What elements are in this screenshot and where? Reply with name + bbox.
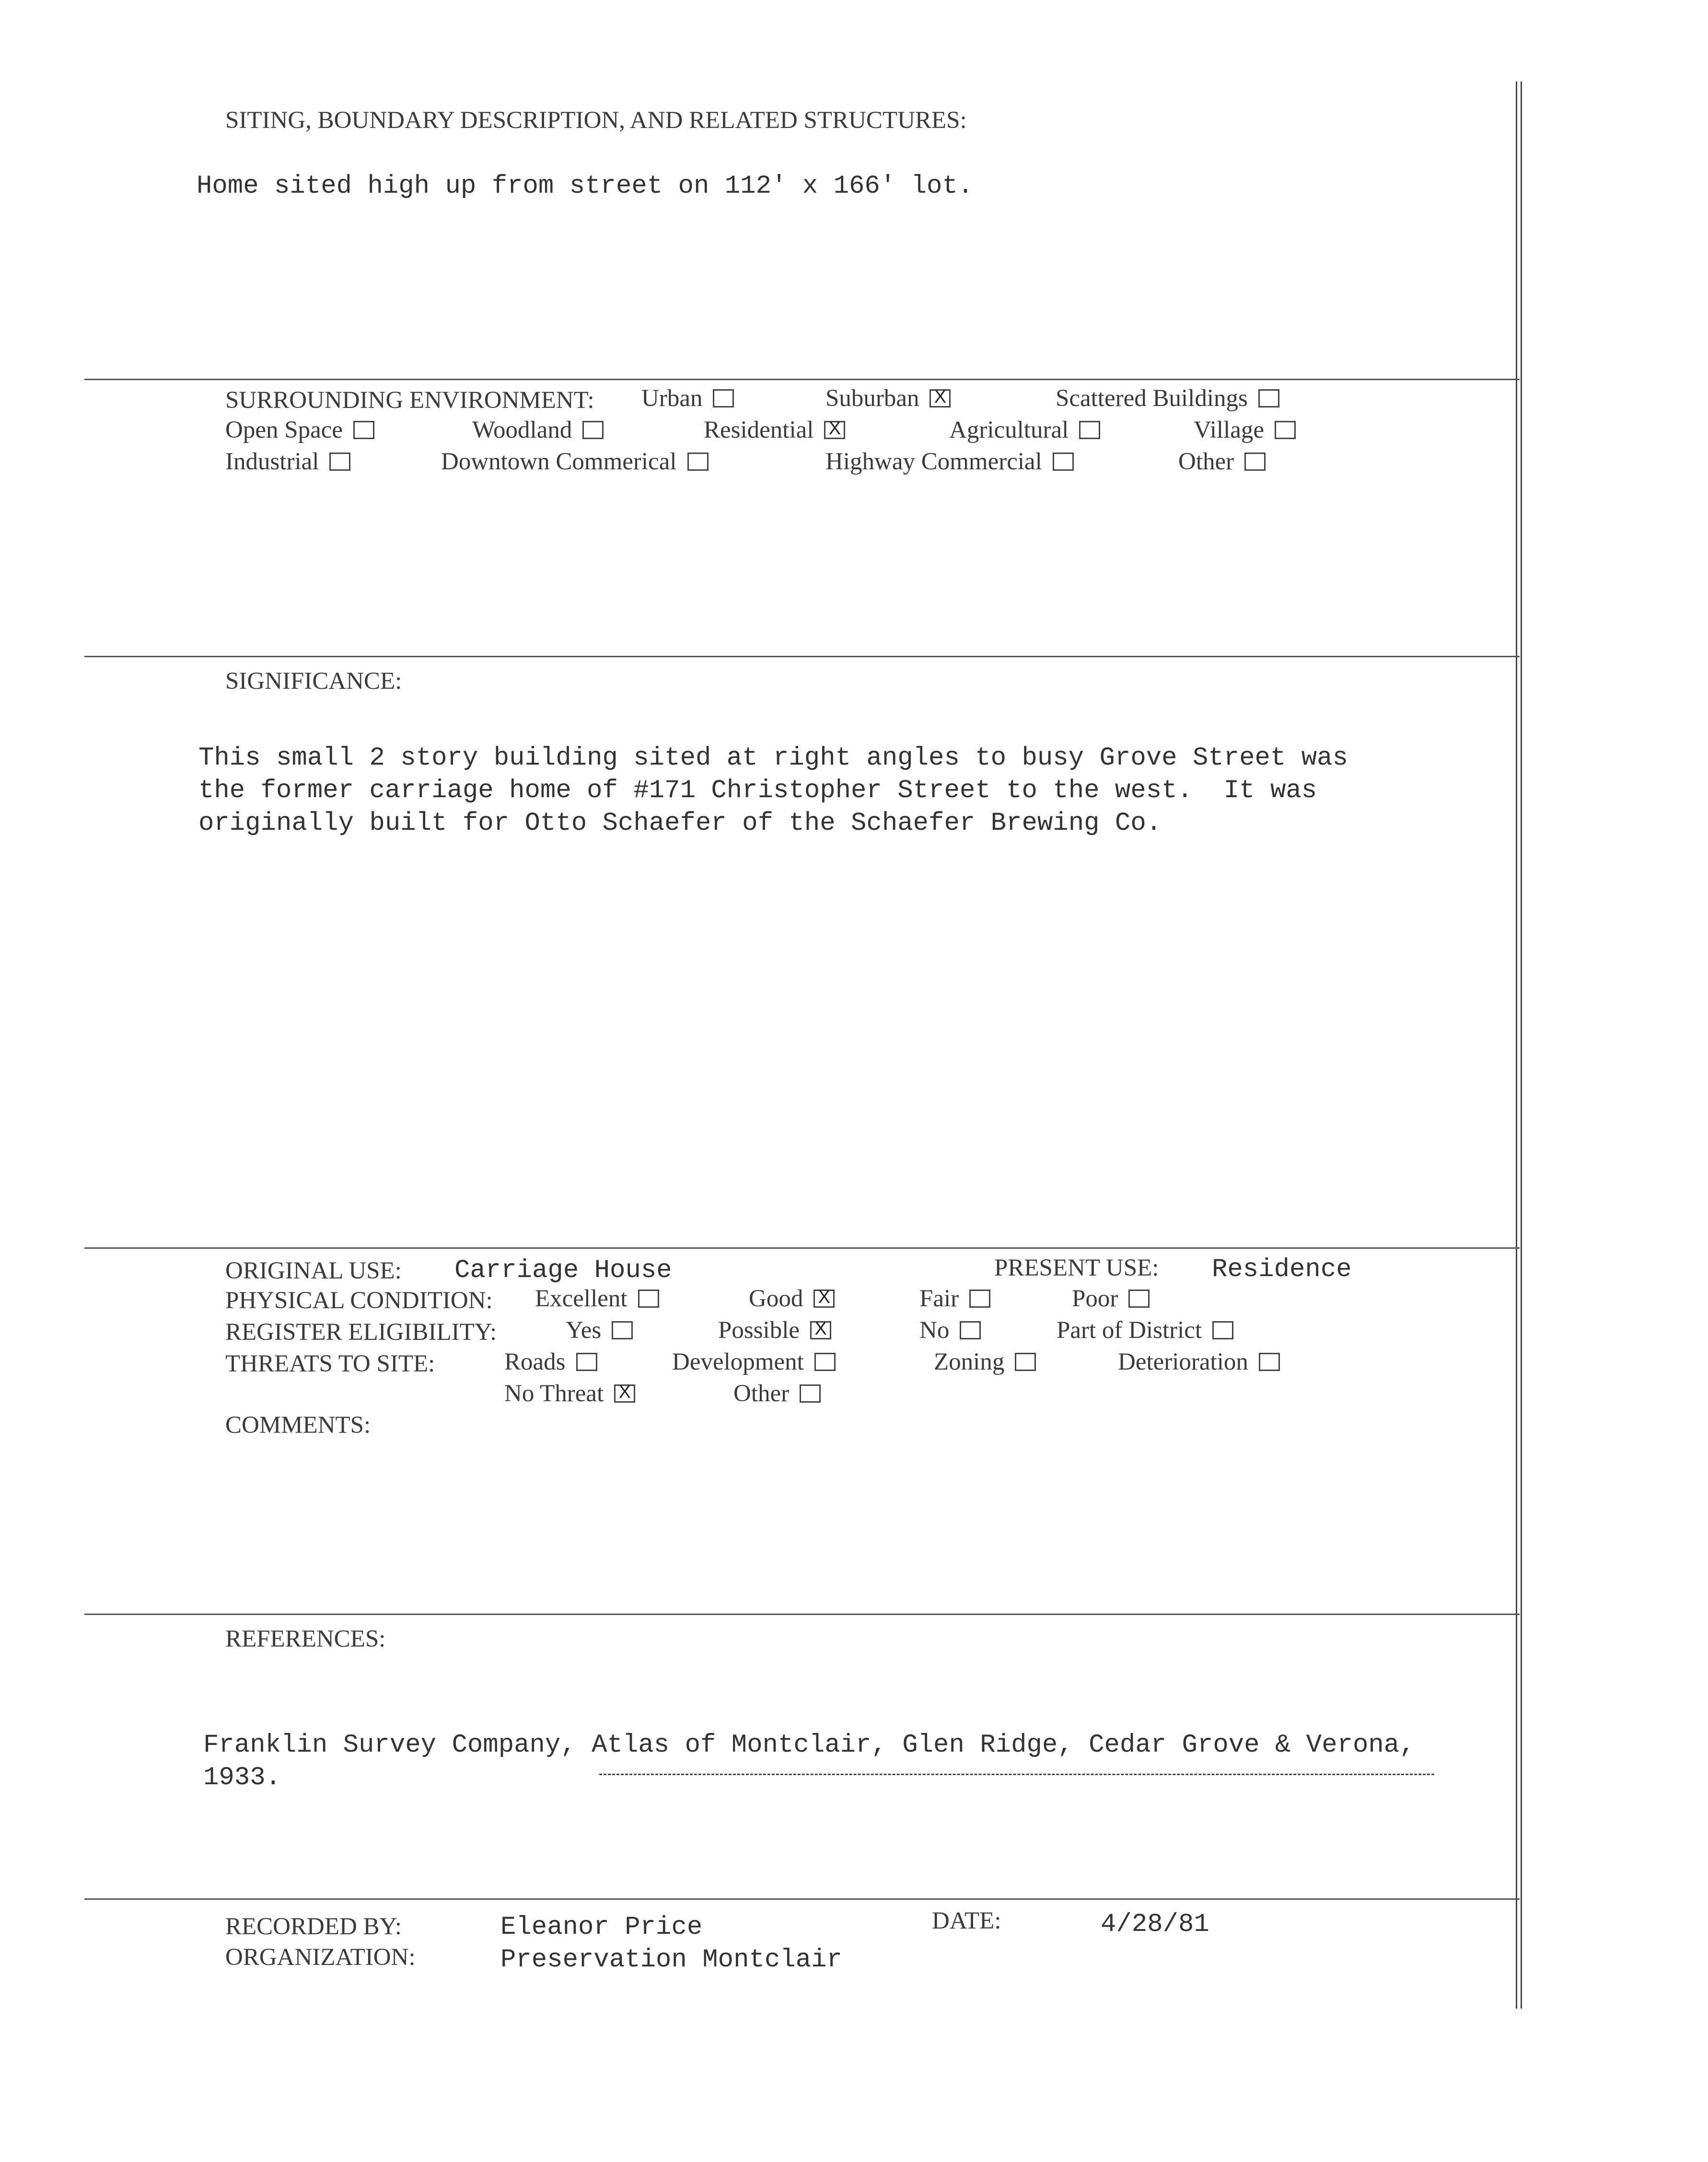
checkbox[interactable]	[1053, 453, 1074, 471]
references-label: REFERENCES:	[225, 1626, 386, 1652]
env-option-label: Urban	[641, 385, 703, 412]
env-option-label: Downtown Commerical	[441, 448, 677, 475]
checkbox[interactable]	[1079, 421, 1100, 439]
eligibility-option-label: Part of District	[1057, 1317, 1202, 1344]
threats-option-label: Development	[672, 1348, 804, 1375]
organization-label: ORGANIZATION:	[225, 1944, 416, 1971]
threats-option-label: Deterioration	[1118, 1348, 1248, 1375]
eligibility-possible[interactable]	[718, 1316, 831, 1344]
env-option-label: Agricultural	[949, 417, 1069, 443]
checkbox[interactable]	[800, 1384, 821, 1403]
checkbox-checked[interactable]	[813, 1290, 835, 1308]
env-option-label: Industrial	[225, 448, 319, 475]
comments-label: COMMENTS:	[225, 1412, 371, 1439]
env-urban[interactable]	[641, 384, 734, 412]
condition-label: PHYSICAL CONDITION:	[225, 1287, 493, 1314]
divider-2	[84, 656, 1520, 657]
checkbox[interactable]	[1244, 453, 1266, 471]
recorded-by-value: Eleanor Price	[500, 1913, 703, 1942]
env-option-label: Other	[1178, 448, 1234, 475]
condition-option-label: Good	[749, 1285, 803, 1312]
significance-label: SIGNIFICANCE:	[225, 668, 402, 695]
condition-option-label: Poor	[1072, 1285, 1118, 1312]
threats-option-label: Roads	[504, 1348, 566, 1375]
original-use-value: Carriage House	[454, 1256, 672, 1285]
reference-author: Franklin Survey Company,	[203, 1731, 576, 1760]
original-use-label: ORIGINAL USE:	[225, 1257, 402, 1284]
divider-1	[84, 379, 1520, 380]
threats-deterioration[interactable]	[1118, 1348, 1280, 1376]
condition-good[interactable]	[749, 1285, 835, 1313]
condition-fair[interactable]	[919, 1285, 990, 1313]
threats-development[interactable]	[672, 1348, 836, 1376]
env-woodland[interactable]	[472, 416, 604, 444]
condition-poor[interactable]	[1072, 1285, 1150, 1313]
threats-option-label: Zoning	[934, 1348, 1005, 1375]
checkbox[interactable]	[329, 453, 350, 471]
reference-line-2: 1933.	[203, 1763, 281, 1792]
environment-label: SURROUNDING ENVIRONMENT:	[225, 387, 594, 414]
env-other[interactable]	[1178, 448, 1266, 476]
checkbox[interactable]	[814, 1353, 836, 1371]
threats-option-label: Other	[733, 1380, 790, 1407]
reference-title-underline	[599, 1774, 1434, 1775]
checkbox[interactable]	[1128, 1290, 1150, 1308]
date-value: 4/28/81	[1101, 1910, 1209, 1939]
eligibility-option-label: No	[919, 1317, 950, 1344]
checkbox[interactable]	[582, 421, 604, 439]
eligibility-part-of-district[interactable]	[1057, 1316, 1233, 1344]
checkbox[interactable]	[1259, 1353, 1280, 1371]
siting-text: Home sited high up from street on 112' x 166' lot.	[197, 172, 974, 201]
significance-line: the former carriage home of #171 Christopher Street to the west. It was	[198, 776, 1317, 805]
divider-3	[84, 1247, 1520, 1249]
checkbox[interactable]	[638, 1290, 659, 1308]
divider-4	[84, 1614, 1520, 1615]
env-option-label: Suburban	[825, 385, 919, 412]
checkbox[interactable]	[687, 453, 709, 471]
checkbox-checked[interactable]	[810, 1321, 831, 1339]
threats-zoning[interactable]	[934, 1348, 1036, 1376]
checkbox[interactable]	[960, 1321, 981, 1339]
right-border-line	[1516, 81, 1517, 2009]
env-downtown-commercial[interactable]	[441, 448, 709, 476]
threats-other[interactable]	[733, 1380, 821, 1407]
checkbox[interactable]	[1258, 389, 1279, 407]
significance-line: originally built for Otto Schaefer of the Schaefer Brewing Co.	[198, 809, 1162, 838]
env-industrial[interactable]	[225, 448, 350, 476]
right-border-line-2	[1521, 81, 1522, 2009]
checkbox[interactable]	[612, 1321, 633, 1339]
eligibility-option-label: Yes	[566, 1317, 602, 1344]
threats-option-label: No Threat	[504, 1380, 604, 1407]
checkbox[interactable]	[713, 389, 734, 407]
eligibility-option-label: Possible	[718, 1317, 800, 1344]
env-option-label: Highway Commercial	[825, 448, 1042, 475]
eligibility-yes[interactable]	[566, 1316, 633, 1344]
divider-5	[84, 1898, 1520, 1900]
eligibility-no[interactable]	[919, 1316, 981, 1344]
date-label: DATE:	[932, 1907, 1001, 1934]
threats-no-threat[interactable]	[504, 1380, 635, 1407]
checkbox[interactable]	[1275, 421, 1296, 439]
checkbox[interactable]	[1212, 1321, 1233, 1339]
threats-label: THREATS TO SITE:	[225, 1350, 435, 1377]
reference-line-1	[203, 1731, 1415, 1760]
env-open-space[interactable]	[225, 416, 374, 444]
present-use-value: Residence	[1212, 1255, 1352, 1284]
env-option-label: Village	[1194, 417, 1265, 443]
env-option-label: Scattered Buildings	[1056, 385, 1248, 412]
present-use-label: PRESENT USE:	[994, 1255, 1159, 1281]
env-residential[interactable]	[704, 416, 845, 444]
env-suburban[interactable]	[825, 384, 951, 412]
checkbox-checked[interactable]	[824, 421, 845, 439]
env-option-label: Open Space	[225, 417, 343, 443]
checkbox[interactable]	[353, 421, 374, 439]
significance-text	[198, 742, 1348, 840]
siting-label: SITING, BOUNDARY DESCRIPTION, AND RELATED STRUCTURES:	[225, 107, 967, 134]
env-agricultural[interactable]	[949, 416, 1100, 444]
checkbox-checked[interactable]	[930, 389, 951, 407]
env-village[interactable]	[1194, 416, 1296, 444]
checkbox[interactable]	[1015, 1353, 1036, 1371]
recorded-by-label: RECORDED BY:	[225, 1913, 402, 1940]
env-highway-commercial[interactable]	[825, 448, 1074, 476]
env-scattered-buildings[interactable]	[1056, 384, 1279, 412]
checkbox-checked[interactable]	[614, 1384, 635, 1403]
checkbox[interactable]	[969, 1290, 990, 1308]
condition-excellent[interactable]	[535, 1285, 659, 1313]
checkbox[interactable]	[576, 1353, 597, 1371]
reference-title: Atlas of Montclair, Glen Ridge, Cedar Grove & Verona,	[592, 1731, 1415, 1760]
env-option-label: Residential	[704, 417, 814, 443]
env-option-label: Woodland	[472, 417, 572, 443]
organization-value: Preservation Montclair	[500, 1945, 842, 1975]
threats-roads[interactable]	[504, 1348, 597, 1376]
eligibility-label: REGISTER ELIGIBILITY:	[225, 1319, 497, 1346]
significance-line: This small 2 story building sited at right angles to busy Grove Street was	[198, 744, 1348, 773]
condition-option-label: Excellent	[535, 1285, 627, 1312]
condition-option-label: Fair	[919, 1285, 959, 1312]
